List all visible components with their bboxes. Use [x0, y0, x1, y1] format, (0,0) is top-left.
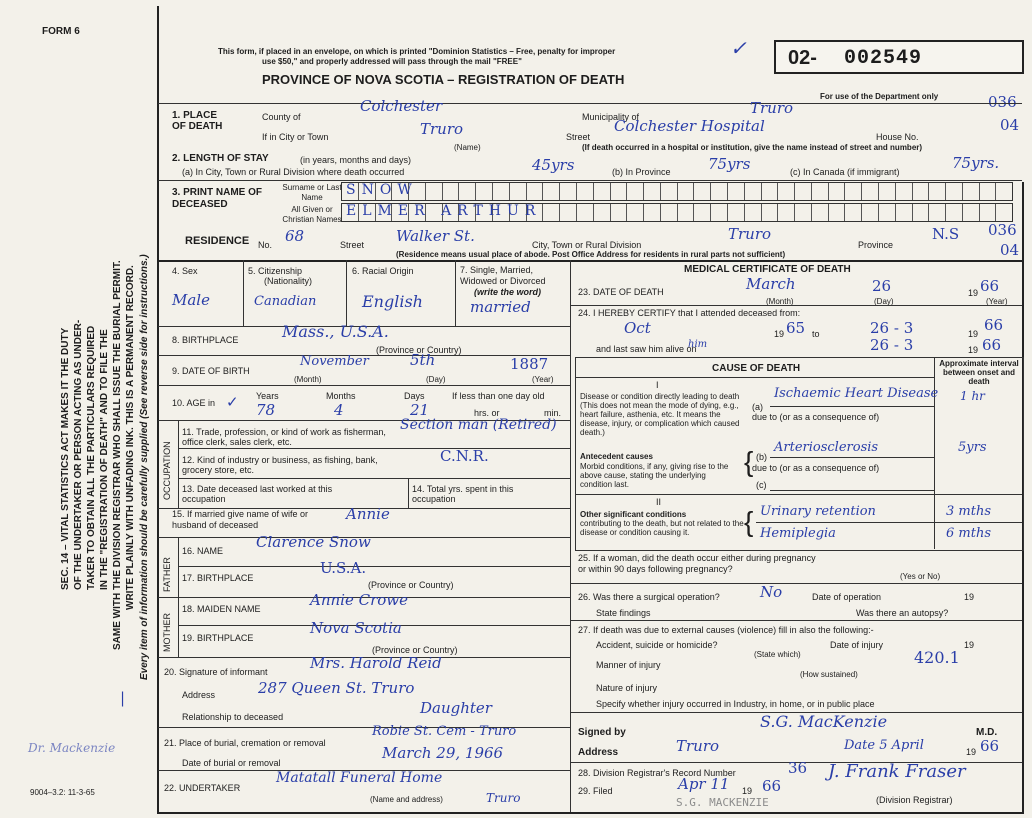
cause-a-value: Ischaemic Heart Disease: [774, 386, 939, 401]
surname-value: SNOW: [346, 182, 418, 198]
q17-label: 17. BIRTHPLACE: [182, 573, 254, 583]
sex-value: Male: [172, 291, 210, 309]
dept-code-3: 036: [988, 221, 1017, 239]
side-text-3: TAKER TO OBTAIN ALL THE PARTICULARS REQUIRED: [86, 325, 97, 590]
burial-date-label: Date of burial or removal: [182, 758, 281, 768]
filed-date: Apr 11: [678, 775, 730, 793]
injury-date-label: Date of injury: [830, 640, 884, 650]
birthplace-label: 8. BIRTHPLACE: [172, 335, 239, 345]
residence-note: (Residence means usual place of abode. Post Office Address for residents in rural parts not sufficient): [396, 250, 786, 259]
other-conditions-label: Other significant conditions: [580, 510, 687, 519]
age-check: ✓: [226, 393, 239, 411]
surname-grid: [341, 182, 1013, 201]
antecedent-desc: Morbid conditions, if any, giving rise to the above cause, stating the underlying condition last.: [580, 462, 729, 489]
cause-b-value: Arteriosclerosis: [774, 440, 879, 455]
injury-year-prefix: 19: [964, 640, 975, 650]
months-label: Months: [326, 391, 356, 401]
months-value: 4: [334, 401, 344, 419]
roman-2: II: [656, 497, 662, 507]
stay-a-value: 45yrs: [532, 156, 575, 174]
side-bar-mark: |: [120, 689, 126, 707]
attend-to-year-prefix: 19: [968, 329, 979, 339]
operation-date-label: Date of operation: [812, 592, 882, 602]
industry-label: Specify whether injury occurred in Industry, in home, or in public place: [596, 699, 875, 709]
dept-code-1: 036: [988, 93, 1017, 111]
cause-a-label: (a): [752, 402, 763, 412]
mail-notice-line1: This form, if placed in an envelope, on which is printed "Dominion Statistics – Free, penalty for improper: [218, 47, 616, 56]
q14-label: 14. Total yrs. spent in this occupation: [412, 484, 514, 504]
side-text-4: IN THE "REGISTRATION OF DEATH" AND TO FILE THE: [99, 329, 110, 590]
cause-title: CAUSE OF DEATH: [712, 363, 801, 374]
marital-label: 7. Single, Married, Widowed or Divorced: [460, 265, 546, 286]
birthplace-caption: (Province or Country): [376, 345, 462, 355]
sex-label: 4. Sex: [172, 266, 198, 276]
filed-year-prefix: 19: [742, 786, 753, 796]
hospital-note: (If death occurred in a hospital or institution, give the name instead of street and number): [582, 143, 923, 152]
form-label: FORM 6: [42, 26, 80, 37]
q27-label: 27. If death was due to external causes (violence) fill in also the following:-: [578, 625, 874, 635]
county-label: County of: [262, 112, 301, 122]
dob-month-caption: (Month): [294, 375, 322, 384]
mother-name-value: Annie Crowe: [310, 591, 408, 609]
print-name-label: 3. PRINT NAME OF DECEASED: [172, 187, 263, 210]
dob-day: 5th: [410, 351, 436, 369]
side-text-2: OF THE UNDERTAKER OR PERSON ACTING AS UNDER-: [73, 319, 84, 590]
interval-label: Approximate interval between onset and death: [939, 359, 1019, 386]
attend-to-label: to: [812, 329, 820, 339]
mail-notice-line2: use $50," and properly addressed will pass through the mail "FREE": [262, 57, 522, 66]
printed-doctor-name: S.G. MACKENZIE: [676, 796, 769, 809]
residence-province-label: Province: [858, 240, 894, 250]
years-label: Years: [256, 391, 279, 401]
last-seen-year-prefix: 19: [968, 345, 979, 355]
spouse-value: Annie: [346, 505, 390, 523]
city-label: If in City or Town: [262, 132, 329, 142]
md-label: M.D.: [976, 727, 998, 738]
death-year-prefix: 19: [968, 288, 979, 298]
q16-label: 16. NAME: [182, 546, 224, 556]
municipality-value: Truro: [750, 99, 794, 117]
dept-code-2: 04: [1000, 116, 1020, 134]
autopsy-label: Was there an autopsy?: [856, 608, 949, 618]
q12-label: 12. Kind of industry or business, as fishing, bank, grocery store, etc.: [182, 455, 378, 475]
attend-to: 26 - 3: [870, 319, 914, 337]
attend-to-year: 66: [984, 316, 1004, 334]
last-seen-year: 66: [982, 336, 1002, 354]
q29-label: 29. Filed: [578, 786, 613, 796]
length-of-stay-sub: (in years, months and days): [300, 155, 412, 165]
dob-month: November: [300, 354, 369, 369]
other-conditions-desc: contributing to the death, but not related to the disease or condition causing it.: [580, 519, 744, 537]
interval-a: 1 hr: [960, 389, 985, 403]
q15-label: 15. If married give name of wife or husband of deceased: [172, 509, 309, 530]
undertaker-value: Matatall Funeral Home: [276, 770, 443, 786]
city-value: Truro: [420, 120, 464, 138]
father-name-value: Clarence Snow: [256, 533, 371, 551]
street-value: Colchester Hospital: [614, 117, 765, 135]
other-2-time: 6 mths: [946, 526, 991, 541]
informant-address: 287 Queen St. Truro: [258, 679, 415, 697]
state-findings-label: State findings: [596, 608, 651, 618]
residence-no-value: 68: [285, 227, 305, 245]
accident-label: Accident, suicide or homicide?: [596, 640, 718, 650]
hrs-label: hrs. or: [474, 408, 500, 418]
state-which-caption: (State which): [754, 650, 801, 659]
code-value: 420.1: [914, 648, 960, 667]
q18-label: 18. MAIDEN NAME: [182, 604, 261, 614]
form-code: 9004–3.2: 11-3-65: [30, 788, 95, 797]
death-day: 26: [872, 277, 892, 295]
municipality-label: Municipality of: [582, 112, 640, 122]
residence-city-value: Truro: [728, 225, 772, 243]
other-1-time: 3 mths: [946, 504, 991, 519]
operation-year-prefix: 19: [964, 592, 975, 602]
how-sustained-caption: (How sustained): [800, 670, 858, 679]
q22-label: 22. UNDERTAKER: [164, 783, 241, 793]
undertaker-city: Truro: [486, 791, 521, 805]
house-label: House No.: [876, 132, 919, 142]
nature-label: Nature of injury: [596, 683, 658, 693]
death-month: March: [746, 275, 796, 293]
medical-title: MEDICAL CERTIFICATE OF DEATH: [684, 264, 851, 275]
citizenship-value: Canadian: [254, 294, 317, 309]
days-label: Days: [404, 391, 425, 401]
residence-street-label: Street: [340, 240, 365, 250]
stay-c-value: 75yrs.: [952, 154, 1000, 172]
birthplace-value: Mass., U.S.A.: [282, 322, 389, 341]
antecedent-label: Antecedent causes: [580, 452, 653, 461]
undertaker-caption: (Name and address): [370, 795, 443, 804]
mother-bp-caption: (Province or Country): [372, 645, 458, 655]
doctor-address-label: Address: [578, 747, 619, 758]
length-of-stay-label: 2. LENGTH OF STAY: [172, 153, 269, 164]
place-of-death-label: 1. PLACE OF DEATH: [172, 110, 223, 132]
doctor-note: Dr. Mackenzie: [28, 741, 116, 755]
filed-year: 66: [762, 777, 782, 795]
last-seen-date: 26 - 3: [870, 336, 914, 354]
father-bp-value: U.S.A.: [320, 559, 367, 577]
signed-by-label: Signed by: [578, 727, 626, 738]
dob-label: 9. DATE OF BIRTH: [172, 366, 250, 376]
yes-no-caption: (Yes or No): [900, 572, 941, 581]
marital-sub: (write the word): [474, 287, 541, 297]
less-than-day-label: If less than one day old: [452, 391, 545, 401]
years-value: 78: [256, 401, 276, 419]
father-bp-caption: (Province or Country): [368, 580, 454, 590]
father-side-label: FATHER: [162, 557, 172, 592]
surgical-value: No: [760, 583, 783, 601]
death-year: 66: [980, 277, 1000, 295]
last-seen-label: and last saw him alive on: [596, 344, 697, 354]
citizenship-sub: (Nationality): [264, 276, 313, 286]
q11-label: 11. Trade, profession, or kind of work as fisherman, office clerk, sales clerk, etc.: [182, 427, 386, 447]
occupation-side-label: OCCUPATION: [162, 441, 172, 500]
racial-origin-value: English: [362, 292, 423, 311]
stay-a-label: (a) In City, Town or Rural Division where death occurred: [182, 167, 405, 177]
attend-from-year: 65: [786, 319, 806, 337]
burial-date: March 29, 1966: [382, 744, 504, 762]
death-month-caption: (Month): [766, 297, 794, 306]
given-names-value: ELMER ARTHUR: [346, 203, 542, 219]
registrar-caption: (Division Registrar): [876, 795, 953, 805]
doctor-year-prefix: 19: [966, 747, 977, 757]
stay-c-label: (c) In Canada (if immigrant): [790, 167, 900, 177]
other-1-value: Urinary retention: [760, 504, 876, 519]
death-year-caption: (Year): [986, 297, 1008, 306]
registration-number: 002549: [844, 47, 923, 70]
death-day-caption: (Day): [874, 297, 894, 306]
q11-value: Section man (Retired): [400, 417, 557, 433]
due-to-1: due to (or as a consequence of): [752, 412, 880, 422]
side-text-5: SAME WITH THE DIVISION REGISTRAR WHO SHALL ISSUE THE BURIAL PERMIT.: [112, 260, 123, 650]
residence-label: RESIDENCE: [185, 235, 250, 247]
dob-day-caption: (Day): [426, 375, 446, 384]
age-label: 10. AGE in: [172, 398, 216, 408]
residence-city-label: City, Town or Rural Division: [532, 240, 642, 250]
citizenship-label: 5. Citizenship: [248, 266, 303, 276]
mother-side-label: MOTHER: [162, 613, 172, 652]
doctor-year: 66: [980, 737, 1000, 755]
cause-b-label: (b): [756, 452, 767, 462]
q25-label: 25. If a woman, did the death occur either during pregnancy or within 90 days following pregnancy?: [578, 553, 816, 574]
racial-origin-label: 6. Racial Origin: [352, 266, 414, 276]
doctor-date: Date 5 April: [844, 738, 924, 753]
residence-street-value: Walker St.: [396, 227, 475, 245]
attend-from-year-prefix: 19: [774, 329, 785, 339]
residence-no-label: No.: [258, 240, 273, 250]
registrar-number: 36: [788, 759, 808, 777]
county-value: Colchester: [360, 97, 443, 115]
relationship-label: Relationship to deceased: [182, 712, 284, 722]
registration-number-box: [774, 40, 1024, 74]
given-names-label: All Given or Christian Names: [282, 205, 342, 224]
registrar-signature: J. Frank Fraser: [828, 761, 966, 782]
surname-label: Surname or Last Name: [282, 183, 342, 202]
q21-label: 21. Place of burial, cremation or removal: [164, 738, 326, 748]
check-mark: ✓: [730, 36, 747, 60]
interval-b: 5yrs: [958, 440, 987, 455]
side-text-6: WRITE PLAINLY WITH UNFADING INK. THIS IS A PERMANENT RECORD.: [125, 265, 136, 610]
direct-cause-label: Disease or condition directly leading to death (This does not mean the mode of dying, e.g., heart failure, asthenia, etc. It means the disease, injury, or complication which caused death.): [580, 392, 740, 437]
informant-address-label: Address: [182, 690, 216, 700]
dob-year-caption: (Year): [532, 375, 554, 384]
registration-prefix: 02-: [788, 47, 817, 69]
q28-label: 28. Division Registrar's Record Number: [578, 768, 736, 778]
dept-code-4: 04: [1000, 241, 1020, 259]
brace-b: {: [744, 446, 754, 477]
q24-label: 24. I HEREBY CERTIFY that I attended deceased from:: [578, 308, 801, 318]
stay-b-label: (b) In Province: [612, 167, 671, 177]
marital-value: married: [470, 298, 531, 316]
stay-b-value: 75yrs: [708, 155, 751, 173]
q19-label: 19. BIRTHPLACE: [182, 633, 254, 643]
doctor-signature: S.G. MacKenzie: [760, 712, 888, 731]
q12-value: C.N.R.: [440, 447, 489, 465]
side-text-1: SEC. 14 – VITAL STATISTICS ACT MAKES IT THE DUTY: [60, 327, 71, 590]
informant-signature: Mrs. Harold Reid: [310, 654, 442, 672]
min-label: min.: [544, 408, 562, 418]
q13-label: 13. Date deceased last worked at this occupation: [182, 484, 333, 504]
manner-label: Manner of injury: [596, 660, 661, 670]
burial-place: Robie St. Cem - Truro: [372, 724, 517, 739]
city-name-caption: (Name): [454, 143, 481, 152]
dob-year: 1887: [510, 355, 549, 373]
last-seen-word: him: [688, 339, 708, 350]
brace-other: {: [744, 506, 754, 537]
days-value: 21: [410, 401, 430, 419]
other-2-value: Hemiplegia: [760, 526, 836, 541]
relationship-value: Daughter: [420, 699, 492, 717]
attend-from: Oct: [624, 319, 651, 337]
cause-c-label: (c): [756, 480, 767, 490]
q26-label: 26. Was there a surgical operation?: [578, 592, 720, 602]
due-to-2: due to (or as a consequence of): [752, 463, 880, 473]
street-label: Street: [566, 132, 591, 142]
mother-bp-value: Nova Scotia: [310, 619, 402, 637]
roman-1: I: [656, 380, 659, 390]
q20-label: 20. Signature of informant: [164, 667, 268, 677]
residence-province-value: N.S: [932, 225, 960, 243]
q23-label: 23. DATE OF DEATH: [578, 287, 664, 297]
department-use-label: For use of the Department only: [820, 92, 939, 101]
side-text-7: Every item of information should be carefully supplied (See reverse side for instructions.): [139, 254, 150, 680]
page-title: PROVINCE OF NOVA SCOTIA – REGISTRATION OF DEATH: [262, 72, 625, 87]
doctor-address: Truro: [676, 737, 720, 755]
